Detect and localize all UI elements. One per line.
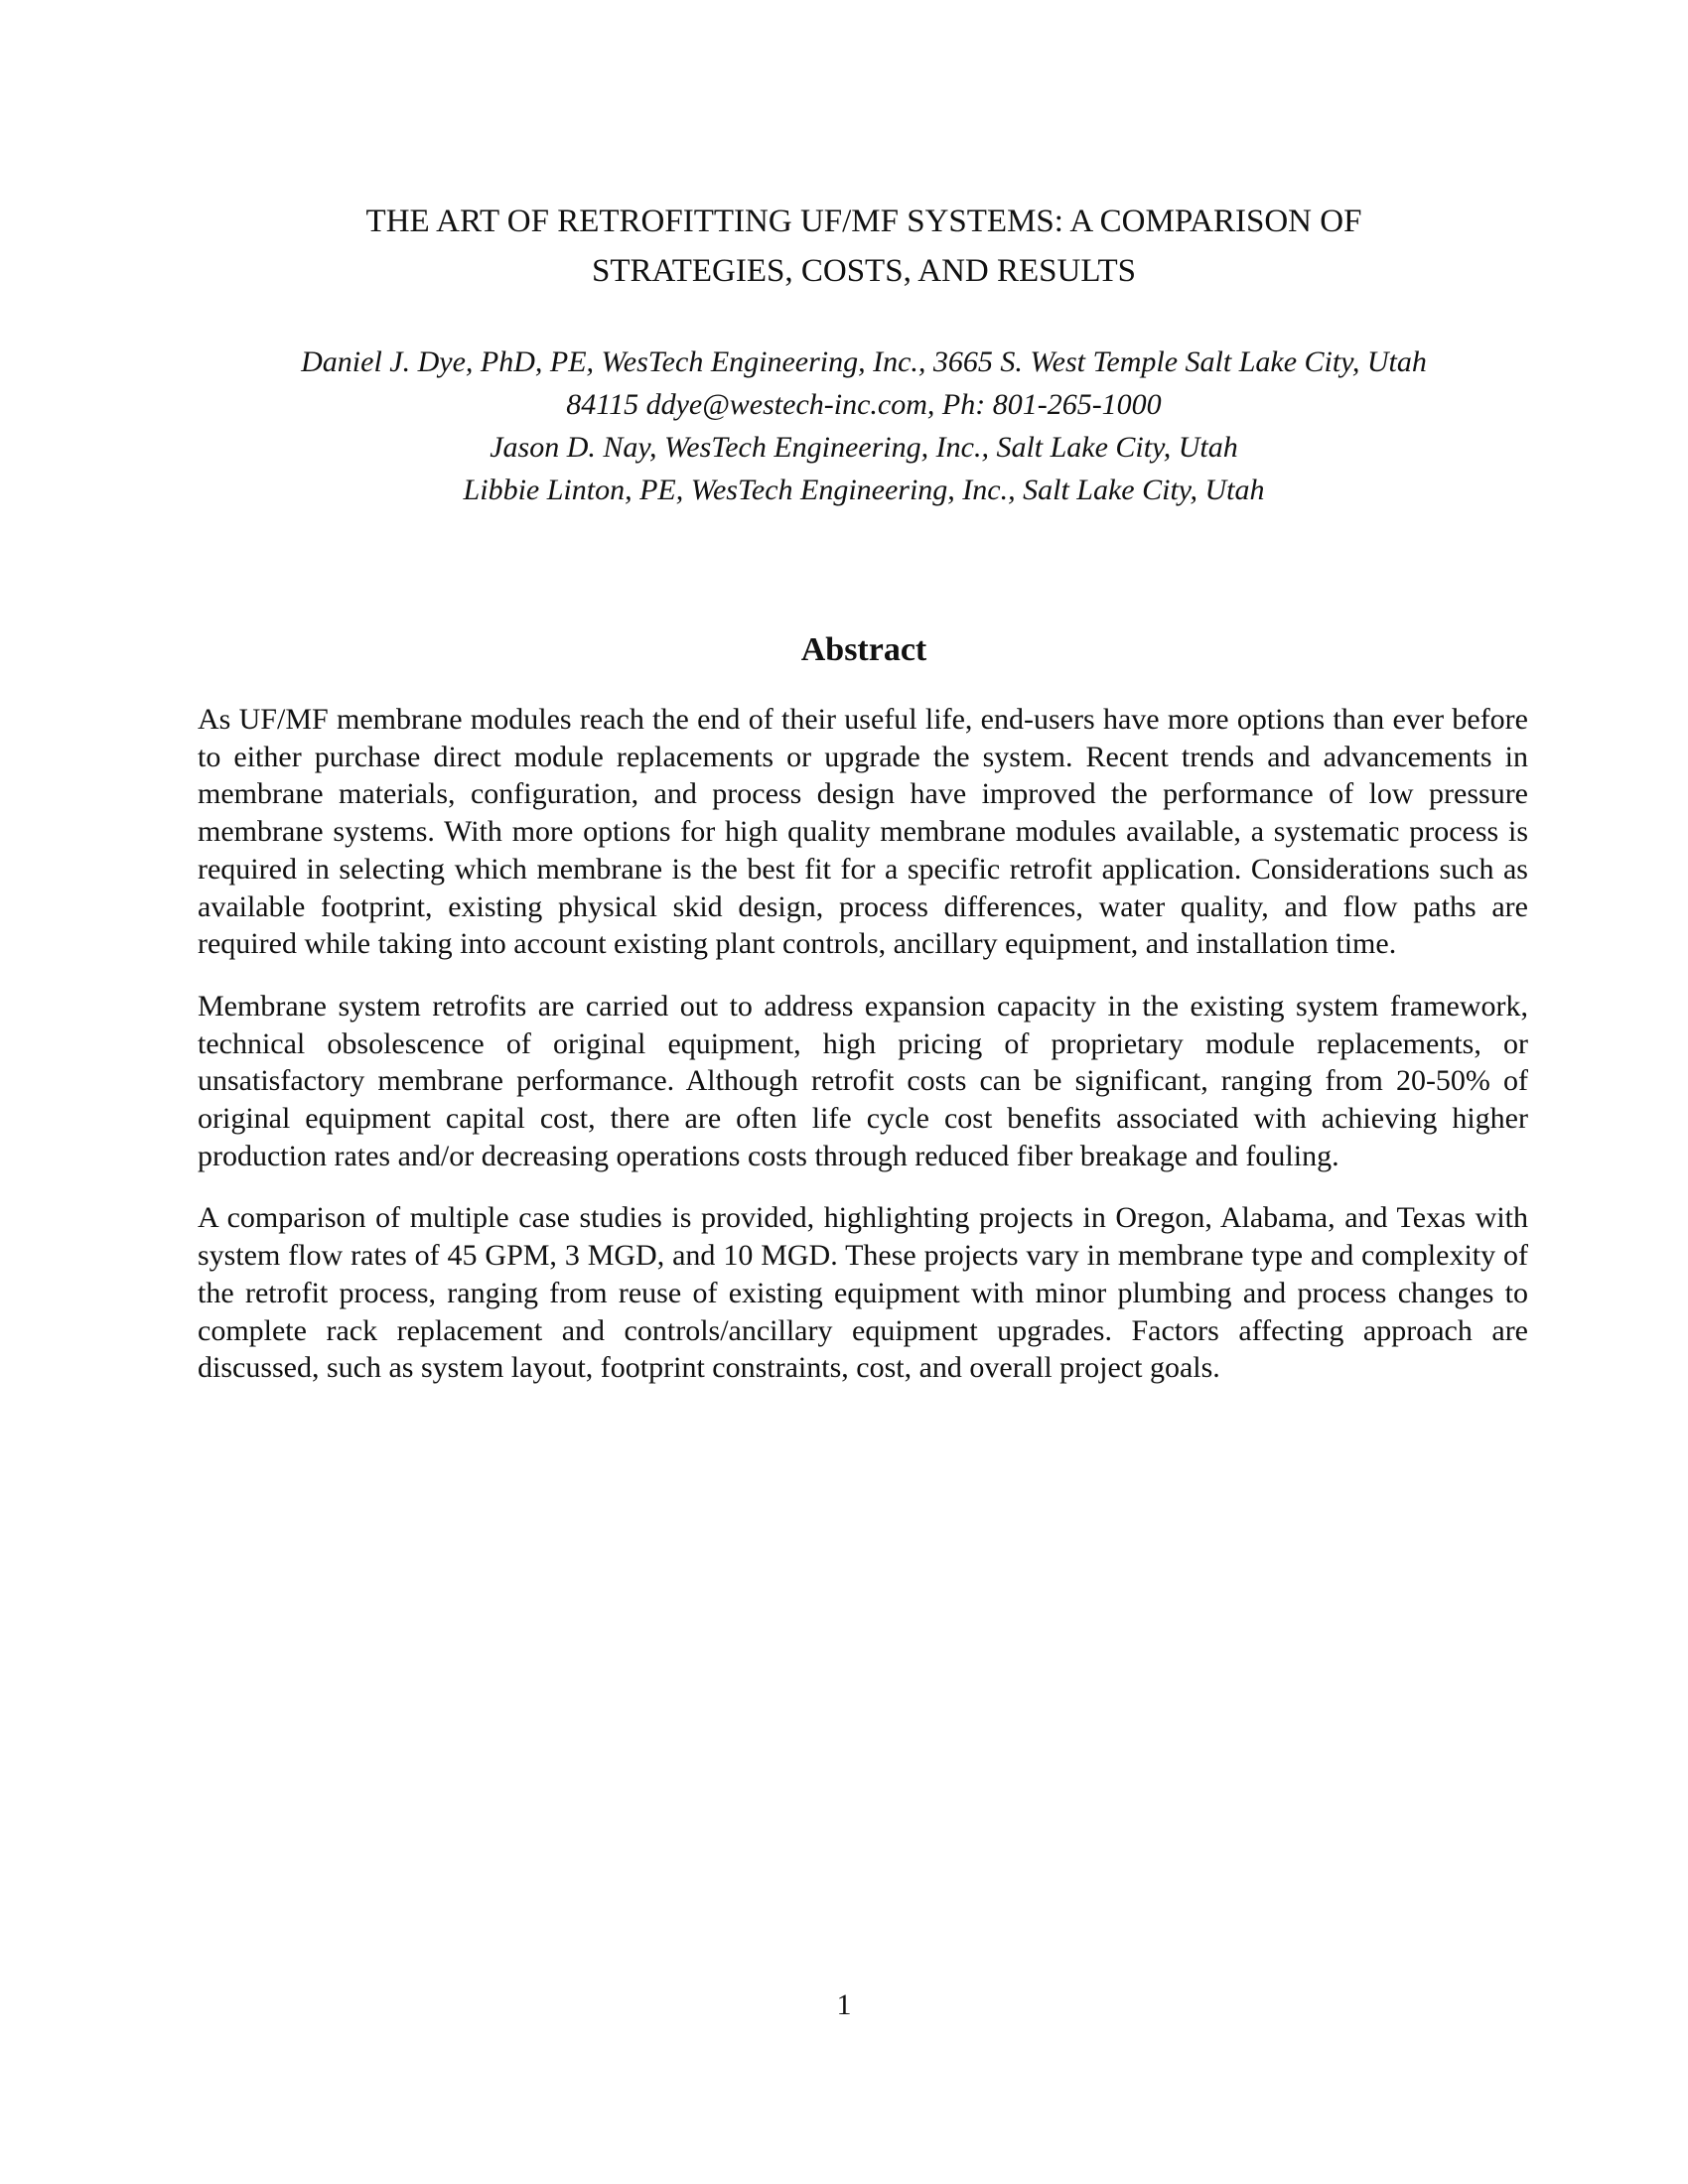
author-block [199,341,1529,511]
paper-title-line: THE ART OF RETROFITTING UF/MF SYSTEMS: A COMPARISON OF [365,204,1362,239]
abstract-body [198,701,1528,1412]
paper-title-line: STRATEGIES, COSTS, AND RESULTS [592,253,1136,289]
abstract-paragraph: A comparison of multiple case studies is provided, highlighting projects in Oregon, Alabama, and Texas with system flow rates of 45 GPM, 3 MGD, and 10 MGD. These projects vary in membrane type and complexity of the retrofit process, ranging from reuse of existing equipment with minor plumbing and process changes to complete rack replacement and controls/ancillary equipment upgrades. Factors affecting approach are discussed, such as system layout, footprint constraints, cost, and overall project goals. [198,1201,1528,1385]
author-line: Jason D. Nay, WesTech Engineering, Inc., Salt Lake City, Utah [490,431,1238,464]
abstract-paragraph: Membrane system retrofits are carried out to address expansion capacity in the existing system framework, technical obsolescence of original equipment, high pricing of proprietary module replacements, or unsatisfactory membrane performance. Although retrofit costs can be significant, ranging from 20-50% of original equipment capital cost, there are often life cycle cost benefits associated with achieving higher production rates and/or decreasing operations costs through reduced fiber breakage and fouling. [198,989,1528,1172]
author-line: 84115 ddye@westech-inc.com, Ph: 801-265-1000 [566,388,1162,421]
abstract-heading: Abstract [800,631,927,668]
page-number: 1 [836,1988,852,2021]
paper-title [199,197,1529,296]
author-line: Libbie Linton, PE, WesTech Engineering, Inc., Salt Lake City, Utah [463,474,1265,506]
abstract-paragraph: As UF/MF membrane modules reach the end of their useful life, end-users have more options than ever before to either purchase direct module replacements or upgrade the system. Recent trends and advancements in membrane materials, configuration, and process design have improved the performance of low pressure membrane systems. With more options for high quality membrane modules available, a systematic process is required in selecting which membrane is the best fit for a specific retrofit application. Considerations such as available footprint, existing physical skid design, process differences, water quality, and flow paths are required while taking into account existing plant controls, ancillary equipment, and installation time. [198,703,1528,961]
author-line: Daniel J. Dye, PhD, PE, WesTech Engineering, Inc., 3665 S. West Temple Salt Lake City, Utah [301,345,1427,378]
